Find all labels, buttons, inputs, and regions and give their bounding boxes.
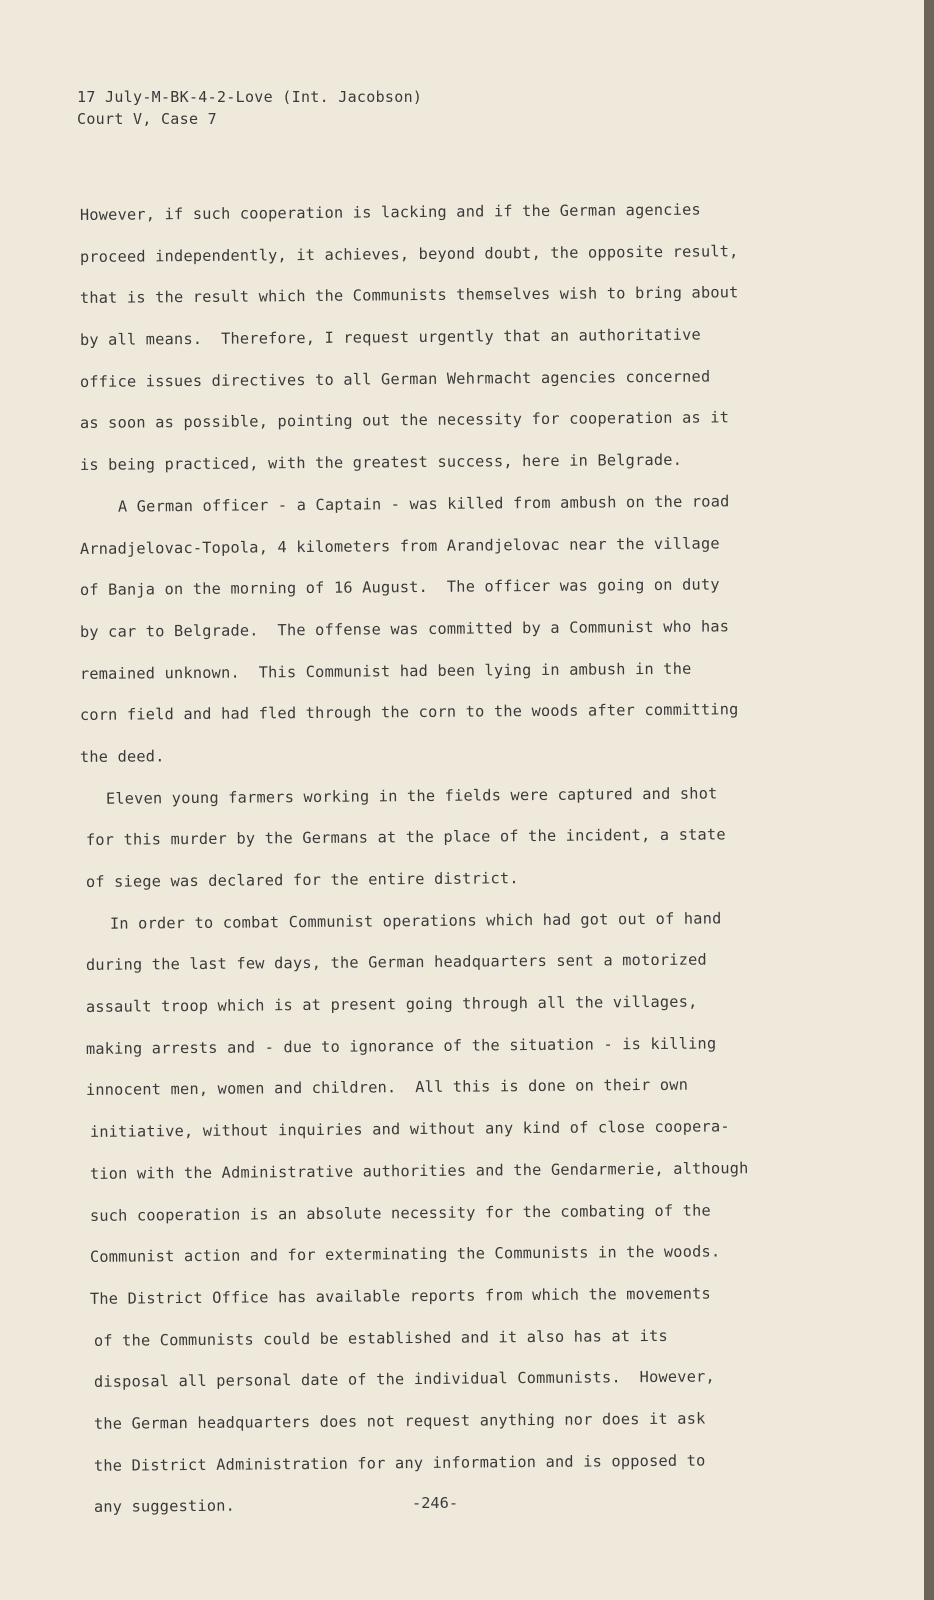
header-reference: 17 July-M-BK-4-2-Love (Int. Jacobson) <box>77 88 423 106</box>
text-line: such cooperation is an absolute necessity for the combating of the <box>89 1200 711 1225</box>
text-line: A German officer - a Captain - was killed from ambush on the road <box>117 492 730 516</box>
text-line: the German headquarters does not request anything nor does it ask <box>93 1409 706 1433</box>
text-line: the deed. <box>79 747 165 766</box>
text-line: Eleven young farmers working in the fields were captured and shot <box>105 784 718 808</box>
text-line: for this murder by the Germans at the place of the incident, a state <box>85 825 726 850</box>
text-line: The District Office has available reports from which the movements <box>89 1284 711 1308</box>
text-line: initiative, without inquiries and without any kind of close coopera- <box>89 1117 730 1142</box>
text-line: any suggestion. <box>93 1496 236 1517</box>
text-line: office issues directives to all German Wehrmacht agencies concerned <box>79 367 711 391</box>
text-line: during the last few days, the German headquarters sent a motorized <box>85 950 707 975</box>
text-line: proceed independently, it achieves, beyond doubt, the opposite result, <box>79 241 739 266</box>
text-line: tion with the Administrative authorities and the Gendarmerie, although <box>89 1158 749 1183</box>
text-line: making arrests and - due to ignorance of the situation - is killing <box>85 1034 717 1058</box>
document-body <box>79 200 820 1540</box>
text-line: of siege was declared for the entire district. <box>85 869 519 891</box>
text-line: However, if such cooperation is lacking and if the German agencies <box>79 200 701 225</box>
text-line: that is the result which the Communists themselves wish to bring about <box>79 283 739 308</box>
text-line: of Banja on the morning of 16 August. The officer was going on duty <box>79 575 720 600</box>
text-line: In order to combat Communist operations which had got out of hand <box>109 909 722 933</box>
text-line: corn field and had fled through the corn to the woods after committing <box>79 700 739 725</box>
document-header <box>77 86 422 130</box>
text-line: by car to Belgrade. The offense was committed by a Communist who has <box>79 617 730 641</box>
text-line: as soon as possible, pointing out the necessity for cooperation as it <box>79 408 730 433</box>
text-line: of the Communists could be established and it also has at its <box>93 1326 668 1350</box>
text-line: by all means. Therefore, I request urgently that an authoritative <box>79 325 701 350</box>
text-line: disposal all personal date of the individual Communists. However, <box>93 1367 715 1392</box>
text-line: assault troop which is at present going through all the villages, <box>85 992 698 1017</box>
text-line: Arnadjelovac-Topola, 4 kilometers from Arandjelovac near the village <box>79 533 720 558</box>
page-number: -246- <box>412 1494 459 1512</box>
text-line: innocent men, women and children. All this is done on their own <box>85 1076 689 1100</box>
text-line: the District Administration for any information and is opposed to <box>93 1451 706 1475</box>
header-court-case: Court V, Case 7 <box>77 110 217 128</box>
text-line: Communist action and for exterminating the Communists in the woods. <box>89 1242 721 1267</box>
text-line: is being practiced, with the greatest success, here in Belgrade. <box>79 450 683 475</box>
text-line: remained unknown. This Communist had been lying in ambush in the <box>79 659 692 683</box>
